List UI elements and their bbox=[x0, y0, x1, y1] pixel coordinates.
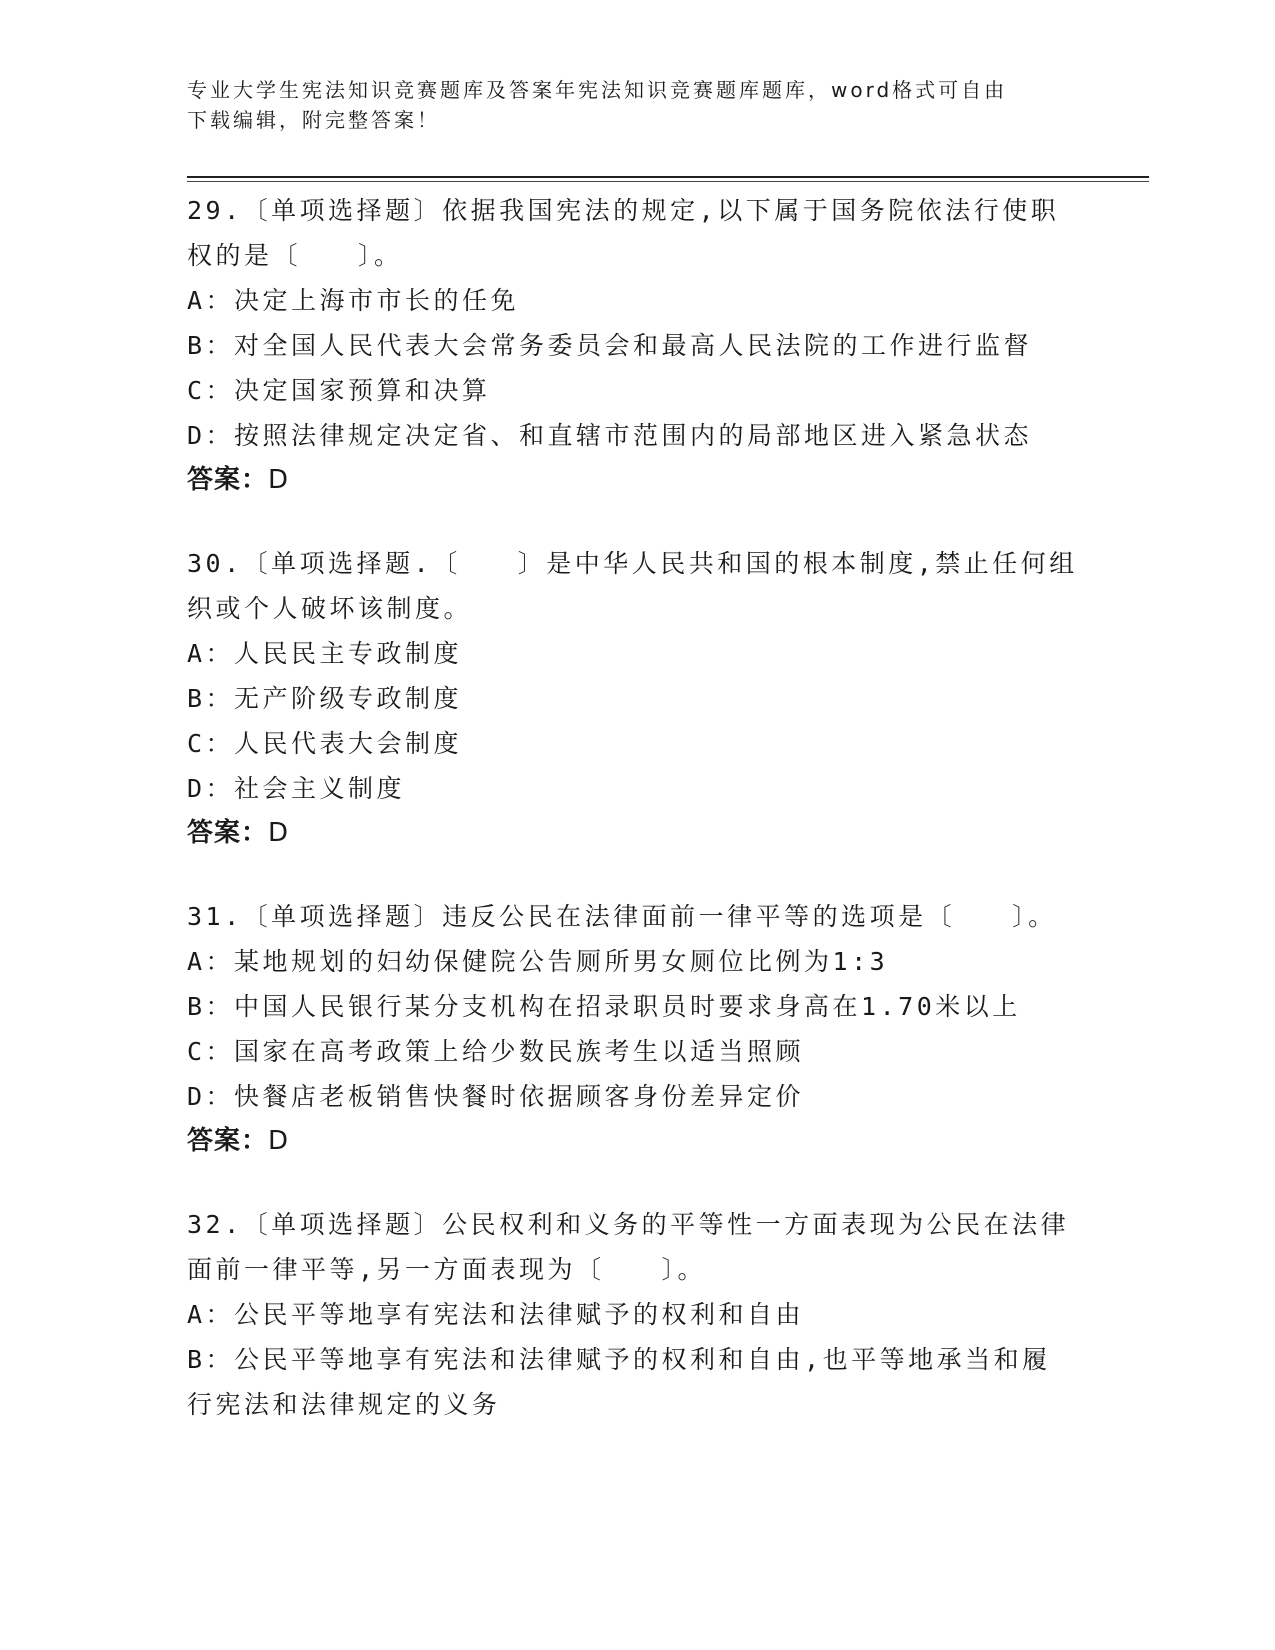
option-c: C：决定国家预算和决算 bbox=[187, 376, 491, 405]
option-a: A：人民民主专政制度 bbox=[187, 639, 463, 668]
answer-line bbox=[187, 1119, 1087, 1164]
answer-label: 答案： bbox=[187, 465, 269, 495]
option-d: D：快餐店老板销售快餐时依据顾客身份差异定价 bbox=[187, 1082, 805, 1111]
option-d: D：按照法律规定决定省、和直辖市范围内的局部地区进入紧急状态 bbox=[187, 421, 1033, 450]
option-b: B：中国人民银行某分支机构在招录职员时要求身高在1.70米以上 bbox=[187, 992, 1021, 1021]
answer-value: D bbox=[268, 818, 290, 848]
question-text-line: 31.〔单项选择题〕违反公民在法律面前一律平等的选项是〔 〕。 bbox=[187, 902, 1057, 931]
option-d: D：社会主义制度 bbox=[187, 774, 406, 803]
question-text-line: 32.〔单项选择题〕公民权利和义务的平等性一方面表现为公民在法律 bbox=[187, 1210, 1070, 1239]
question-text-line: 权的是〔 〕。 bbox=[187, 241, 403, 270]
option-a: A：某地规划的妇幼保健院公告厕所男女厕位比例为1:3 bbox=[187, 947, 889, 976]
option-b: B：对全国人民代表大会常务委员会和最高人民法院的工作进行监督 bbox=[187, 331, 1033, 360]
answer-label: 答案： bbox=[187, 818, 269, 848]
option-c: C：人民代表大会制度 bbox=[187, 729, 463, 758]
option-a: A：公民平等地享有宪法和法律赋予的权利和自由 bbox=[187, 1300, 805, 1329]
question-30 bbox=[187, 541, 1087, 856]
question-31 bbox=[187, 894, 1087, 1164]
answer-value: D bbox=[268, 1126, 290, 1156]
option-b-continued: 行宪法和法律规定的义务 bbox=[187, 1390, 501, 1419]
option-c: C：国家在高考政策上给少数民族考生以适当照顾 bbox=[187, 1037, 805, 1066]
option-b: B：公民平等地享有宪法和法律赋予的权利和自由,也平等地承当和履 bbox=[187, 1345, 1051, 1374]
question-text-line: 织或个人破坏该制度。 bbox=[187, 594, 473, 623]
question-text-line: 30.〔单项选择题.〔 〕是中华人民共和国的根本制度,禁止任何组 bbox=[187, 549, 1078, 578]
option-b: B：无产阶级专政制度 bbox=[187, 684, 463, 713]
header-rule-thin bbox=[187, 181, 1149, 182]
header-line-1: 专业大学生宪法知识竞赛题库及答案年宪法知识竞赛题库题库，word格式可自由 bbox=[187, 78, 1008, 102]
answer-label: 答案： bbox=[187, 1126, 269, 1156]
answer-value: D bbox=[268, 465, 290, 495]
answer-line bbox=[187, 811, 1087, 856]
question-29 bbox=[187, 188, 1087, 503]
question-text-line: 面前一律平等,另一方面表现为〔 〕。 bbox=[187, 1255, 707, 1284]
document-header bbox=[187, 75, 1067, 135]
header-rule-thick bbox=[187, 176, 1149, 178]
question-32 bbox=[187, 1202, 1087, 1427]
question-list bbox=[187, 188, 1087, 1465]
option-a: A：决定上海市市长的任免 bbox=[187, 286, 520, 315]
header-line-2: 下载编辑，附完整答案！ bbox=[187, 108, 440, 132]
question-text-line: 29.〔单项选择题〕依据我国宪法的规定,以下属于国务院依法行使职 bbox=[187, 196, 1060, 225]
answer-line bbox=[187, 458, 1087, 503]
